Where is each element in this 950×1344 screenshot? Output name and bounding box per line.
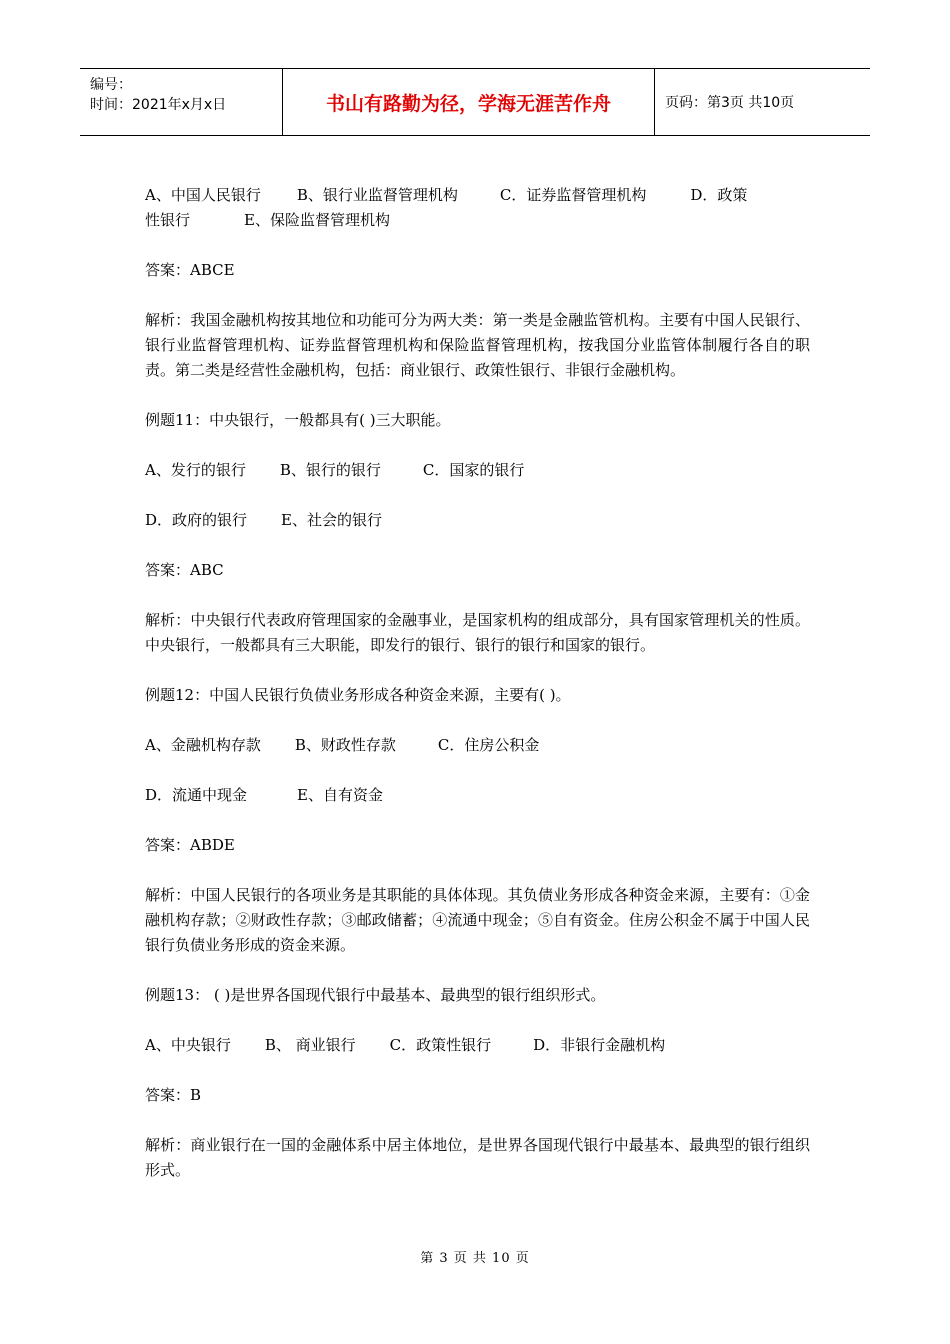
q11-option-d: D．政府的银行: [145, 511, 248, 529]
document-body: [145, 183, 810, 1208]
q12-option-e: E、自有资金: [297, 786, 383, 804]
q10-option-b: B、银行业监督管理机构: [296, 186, 458, 204]
q12-answer: 答案：ABDE: [145, 836, 235, 854]
q13-option-d: D．非银行金融机构: [533, 1036, 666, 1054]
q12-analysis: 解析：中国人民银行的各项业务是其职能的具体体现。其负债业务形成各种资金来源，主要有：①金融机构存款；②财政性存款；③邮政储蓄；④流通中现金；⑤自有资金。住房公积金不属于中国人民银行负债业务形成的资金来源。: [145, 886, 810, 954]
q12-option-c: C．住房公积金: [437, 736, 540, 754]
q13-option-a: A、中央银行: [145, 1036, 231, 1054]
q10-option-a: A、中国人民银行: [145, 186, 261, 204]
q10-option-d-cont: 性银行: [145, 211, 191, 229]
document-number-label: 编号：: [90, 77, 132, 93]
q10-option-e: E、保险监督管理机构: [244, 211, 390, 229]
q13-analysis: 解析：商业银行在一国的金融体系中居主体地位，是世界各国现代银行中最基本、最典型的银行组织形式。: [145, 1136, 810, 1179]
q10-option-d: D．政策: [690, 186, 748, 204]
q13-title: 例题13： ( )是世界各国现代银行中最基本、最典型的银行组织形式。: [145, 986, 606, 1004]
q12-option-d: D．流通中现金: [145, 786, 248, 804]
q10-analysis: 解析：我国金融机构按其地位和功能可分为两大类：第一类是金融监管机构。主要有中国人民银行、银行业监督管理机构、证券监督管理机构和保险监督管理机构，按我国分业监管体制履行各自的职责。第二类是经营性金融机构，包括：商业银行、政策性银行、非银行金融机构。: [145, 311, 810, 379]
page-footer-number: 第 3 页 共 10 页: [420, 1251, 530, 1266]
q11-options-line1: [145, 458, 810, 483]
q13-answer: 答案：B: [145, 1086, 202, 1104]
q12-option-b: B、财政性存款: [294, 736, 396, 754]
q11-answer: 答案：ABC: [145, 561, 224, 579]
q11-analysis: 解析：中央银行代表政府管理国家的金融事业，是国家机构的组成部分，具有国家管理机关的性质。中央银行，一般都具有三大职能，即发行的银行、银行的银行和国家的银行。: [145, 611, 810, 654]
q10-option-c: C．证券监督管理机构: [499, 186, 647, 204]
q12-options-line1: [145, 733, 810, 758]
q11-option-a: A、发行的银行: [145, 461, 246, 479]
q12-option-a: A、金融机构存款: [145, 736, 261, 754]
q12-options-line2: [145, 783, 810, 808]
header-page-info: 页码：第3页 共10页: [665, 95, 795, 111]
header-left-cell: [80, 69, 282, 135]
q10-answer: 答案：ABCE: [145, 261, 235, 279]
q13-option-b: B、 商业银行: [264, 1036, 356, 1054]
q11-option-e: E、社会的银行: [281, 511, 382, 529]
q12-title: 例题12：中国人民银行负债业务形成各种资金来源，主要有( )。: [145, 686, 571, 704]
q10-options: [145, 183, 810, 233]
q11-option-c: C．国家的银行: [422, 461, 525, 479]
q10-options-line2: [145, 208, 810, 233]
q13-options-line1: [145, 1033, 810, 1058]
header-motto: 书山有路勤为径，学海无涯苦作舟: [282, 69, 655, 135]
q10-options-line1: [145, 183, 810, 208]
document-date-label: 时间：2021年x月x日: [90, 97, 227, 113]
q13-option-c: C．政策性银行: [389, 1036, 492, 1054]
q11-option-b: B、银行的银行: [279, 461, 381, 479]
q11-title: 例题11：中央银行，一般都具有( )三大职能。: [145, 411, 451, 429]
page-header: [80, 68, 870, 136]
q11-options-line2: [145, 508, 810, 533]
